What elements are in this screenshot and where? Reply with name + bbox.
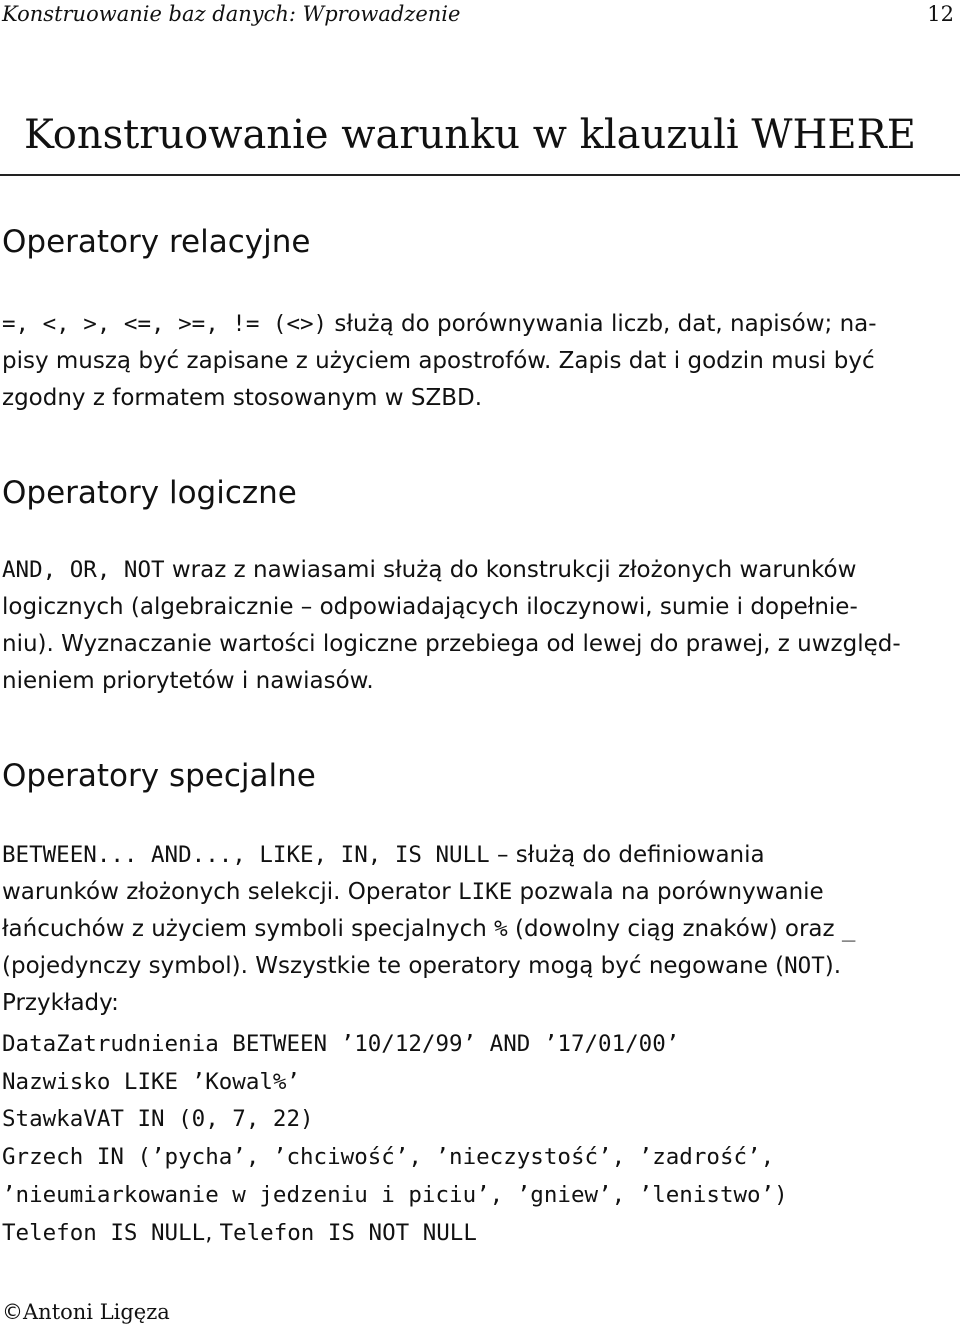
example-line: Grzech IN (’pycha’, ’chciwość’, ’nieczystość’, ’zadrość’, — [2, 1144, 775, 1171]
heading-logical-operators: Operatory logiczne — [2, 475, 297, 511]
example-line: DataZatrudnienia BETWEEN ’10/12/99’ AND ’17/01/00’ — [2, 1031, 680, 1057]
relational-code: =, <, >, <=, >=, != (<>) — [2, 311, 328, 337]
special-code-not: NOT — [784, 953, 825, 979]
header-title: Konstruowanie baz danych: Wprowadzenie — [2, 2, 461, 26]
logical-line-2: logicznych (algebraicznie – odpowiadających iloczynowi, sumie i dopełnie- — [2, 594, 858, 620]
example-line: ’nieumiarkowanie w jedzeniu i piciu’, ’gniew’, ’lenistwo’) — [2, 1181, 788, 1208]
relational-line-1: =, <, >, <=, >=, != (<>) służą do porównywania liczb, dat, napisów; na- — [2, 311, 877, 337]
relational-line-3: zgodny z formatem stosowanym w SZBD. — [2, 385, 483, 411]
example-line: StawkaVAT IN (0, 7, 22) — [2, 1106, 314, 1133]
page-title: Konstruowanie warunku w klauzuli WHERE — [24, 112, 916, 158]
footer-author: Antoni Ligęza — [23, 1300, 170, 1324]
special-line-4: (pojedynczy symbol). Wszystkie te operatory mogą być negowane (NOT). — [2, 953, 842, 979]
page-header — [0, 0, 960, 30]
special-code-like: LIKE — [458, 879, 513, 905]
page-number: 12 — [927, 2, 954, 26]
logical-paragraph — [2, 552, 952, 700]
relational-paragraph — [2, 306, 952, 417]
special-line-3: łańcuchów z użyciem symboli specjalnych % (dowolny ciąg znaków) oraz _ — [2, 916, 856, 942]
example-line: Nazwisko LIKE ’Kowal%’ — [2, 1068, 301, 1095]
special-line-2: warunków złożonych selekcji. Operator LIKE pozwala na porównywanie — [2, 879, 824, 905]
logical-line-4: nieniem priorytetów i nawiasów. — [2, 668, 374, 694]
copyright-icon: © — [2, 1300, 23, 1324]
examples-list — [2, 1026, 952, 1252]
logical-code: AND, OR, NOT — [2, 557, 165, 583]
examples-label: Przykłady: — [2, 990, 119, 1016]
logical-line-1: AND, OR, NOT wraz z nawiasami służą do konstrukcji złożonych warunków — [2, 557, 857, 583]
heading-special-operators: Operatory specjalne — [2, 758, 316, 794]
special-code-percent: % — [494, 916, 508, 942]
special-code-underscore: _ — [841, 916, 856, 942]
special-code-operators: BETWEEN... AND..., LIKE, IN, IS NULL — [2, 842, 490, 868]
logical-line-3: niu). Wyznaczanie wartości logiczne przebiega od lewej do prawej, z uwzględ- — [2, 631, 901, 657]
footer — [2, 1300, 170, 1324]
special-paragraph — [2, 837, 952, 1022]
special-line-1: BETWEEN... AND..., LIKE, IN, IS NULL – służą do definiowania — [2, 842, 765, 868]
heading-relational-operators: Operatory relacyjne — [2, 224, 311, 260]
relational-line-2: pisy muszą być zapisane z użyciem apostrofów. Zapis dat i godzin musi być — [2, 348, 875, 374]
title-rule — [0, 174, 960, 176]
example-line-last: Telefon IS NULL, Telefon IS NOT NULL — [2, 1219, 477, 1246]
